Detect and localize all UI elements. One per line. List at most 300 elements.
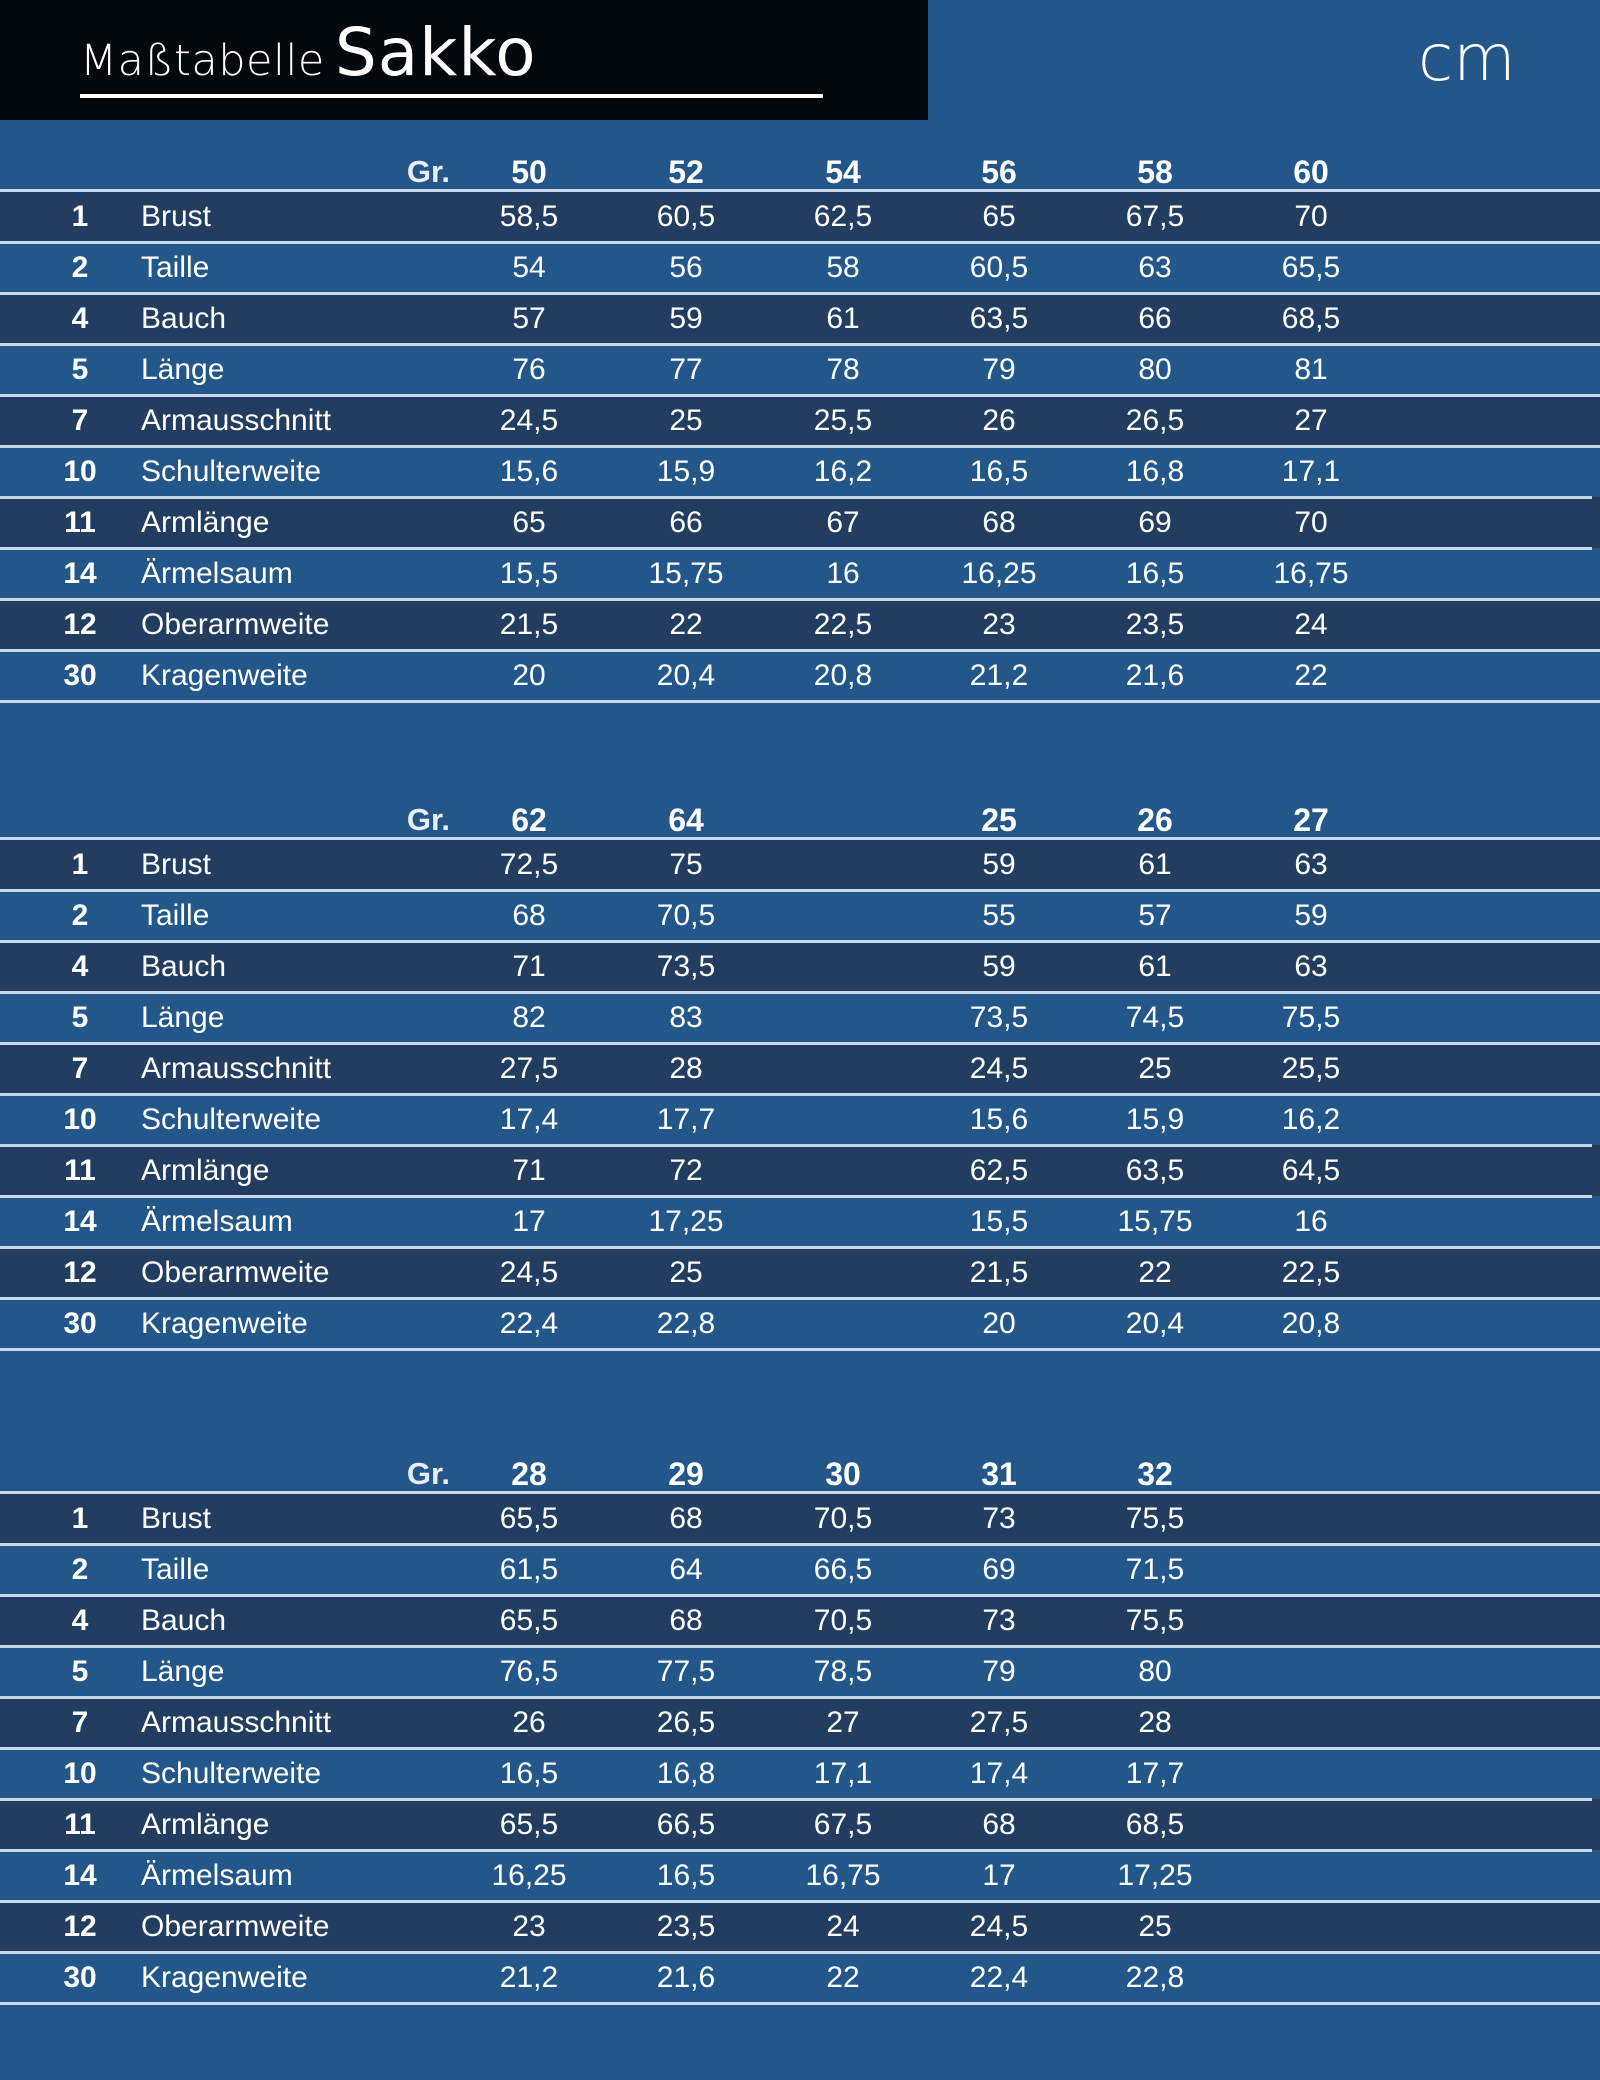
measure-value: 16,5 — [499, 1756, 559, 1790]
row-divider — [0, 700, 1600, 703]
measure-value: 20,4 — [656, 658, 716, 692]
size-header: 26 — [1137, 801, 1173, 838]
measure-label: Kragenweite — [141, 658, 308, 692]
measure-value: 24,5 — [969, 1051, 1029, 1085]
measure-value: 75,5 — [1125, 1603, 1185, 1637]
table-row — [0, 497, 1600, 548]
measure-number: 7 — [71, 403, 89, 437]
row-divider — [0, 1093, 1600, 1096]
measure-number: 4 — [71, 949, 89, 983]
measure-number: 12 — [63, 1255, 97, 1289]
title-main: Sakko — [334, 14, 537, 91]
size-table-1 — [0, 133, 1600, 701]
measure-value: 28 — [669, 1051, 703, 1085]
measure-value: 60,5 — [969, 250, 1029, 284]
size-header: 62 — [511, 801, 547, 838]
measure-value: 82 — [512, 1000, 546, 1034]
measure-label: Oberarmweite — [141, 607, 330, 641]
measure-value: 27 — [826, 1705, 860, 1739]
measure-value: 22,4 — [499, 1306, 559, 1340]
measure-value: 64,5 — [1281, 1153, 1341, 1187]
measure-value: 65 — [512, 505, 546, 539]
unit-label: cm — [1418, 22, 1516, 96]
size-header: 50 — [511, 153, 547, 190]
measure-value: 16 — [826, 556, 860, 590]
measure-value: 16,2 — [813, 454, 873, 488]
measure-value: 24 — [1294, 607, 1328, 641]
size-header: 52 — [668, 153, 704, 190]
measure-value: 22 — [669, 607, 703, 641]
header-divider — [0, 189, 1600, 192]
measure-value: 63 — [1138, 250, 1172, 284]
measure-label: Schulterweite — [141, 454, 322, 488]
measure-value: 20,4 — [1125, 1306, 1185, 1340]
measure-value: 16,25 — [961, 556, 1037, 590]
measure-value: 15,5 — [499, 556, 559, 590]
size-header: 64 — [668, 801, 704, 838]
measure-label: Schulterweite — [141, 1102, 322, 1136]
measure-value: 67 — [826, 505, 860, 539]
measure-value: 56 — [669, 250, 703, 284]
row-divider — [0, 1348, 1600, 1351]
measure-value: 15,6 — [499, 454, 559, 488]
size-header: 54 — [825, 153, 861, 190]
measure-number: 30 — [63, 1960, 97, 1994]
measure-value: 17,7 — [656, 1102, 716, 1136]
table-row — [0, 1196, 1600, 1247]
table-row — [0, 1043, 1600, 1094]
row-divider — [0, 991, 1600, 994]
measure-value: 67,5 — [1125, 199, 1185, 233]
measure-value: 17,25 — [648, 1204, 724, 1238]
row-divider — [0, 1747, 1600, 1750]
measure-value: 17,4 — [969, 1756, 1029, 1790]
row-divider — [0, 1951, 1600, 1954]
measure-label: Länge — [141, 1000, 225, 1034]
table-row — [0, 1646, 1600, 1697]
size-header: 58 — [1137, 153, 1173, 190]
measure-value: 16,5 — [1125, 556, 1185, 590]
measure-value: 16,8 — [656, 1756, 716, 1790]
measure-value: 75,5 — [1125, 1501, 1185, 1535]
measure-label: Armausschnitt — [141, 1051, 332, 1085]
row-divider — [0, 1900, 1600, 1903]
measure-value: 21,5 — [499, 607, 559, 641]
measure-number: 7 — [71, 1051, 89, 1085]
size-table-2 — [0, 781, 1600, 1349]
measure-value: 78 — [826, 352, 860, 386]
measure-value: 20 — [512, 658, 546, 692]
measure-value: 65,5 — [1281, 250, 1341, 284]
measure-value: 16,5 — [969, 454, 1029, 488]
measure-label: Bauch — [141, 949, 227, 983]
measure-value: 70 — [1294, 199, 1328, 233]
measure-value: 76 — [512, 352, 546, 386]
measure-value: 70,5 — [813, 1603, 873, 1637]
measure-value: 20,8 — [813, 658, 873, 692]
table-row — [0, 1697, 1600, 1748]
row-divider — [0, 241, 1600, 244]
measure-value: 58,5 — [499, 199, 559, 233]
measure-number: 5 — [71, 1000, 89, 1034]
table-row — [0, 599, 1600, 650]
table-row — [0, 446, 1600, 497]
measure-value: 63,5 — [1125, 1153, 1185, 1187]
measure-number: 1 — [71, 847, 89, 881]
measure-number: 10 — [63, 454, 97, 488]
size-header: 30 — [825, 1455, 861, 1492]
measure-value: 15,5 — [969, 1204, 1029, 1238]
measure-value: 22,8 — [1125, 1960, 1185, 1994]
measure-value: 65,5 — [499, 1501, 559, 1535]
measure-value: 68 — [982, 505, 1016, 539]
measure-value: 65,5 — [499, 1603, 559, 1637]
table-row — [0, 344, 1600, 395]
measure-number: 2 — [71, 898, 89, 932]
measure-value: 66 — [1138, 301, 1172, 335]
measure-number: 10 — [63, 1102, 97, 1136]
size-table-3 — [0, 1435, 1600, 2003]
measure-value: 21,2 — [969, 658, 1029, 692]
measure-number: 11 — [64, 1807, 96, 1841]
measure-value: 65,5 — [499, 1807, 559, 1841]
measure-value: 15,75 — [1117, 1204, 1193, 1238]
measure-value: 79 — [982, 352, 1016, 386]
measure-value: 76,5 — [499, 1654, 559, 1688]
size-label: Gr. — [406, 154, 450, 189]
header-divider — [0, 1491, 1600, 1494]
measure-label: Armausschnitt — [141, 403, 332, 437]
measure-value: 75,5 — [1281, 1000, 1341, 1034]
measure-value: 62,5 — [969, 1153, 1029, 1187]
measure-value: 70,5 — [813, 1501, 873, 1535]
measure-label: Ärmelsaum — [141, 556, 293, 590]
measure-value: 25 — [669, 403, 703, 437]
measure-value: 27 — [1294, 403, 1328, 437]
measure-value: 79 — [982, 1654, 1016, 1688]
measure-value: 15,9 — [656, 454, 716, 488]
row-divider — [0, 1297, 1600, 1300]
measure-label: Ärmelsaum — [141, 1858, 293, 1892]
measure-value: 66 — [669, 505, 703, 539]
measure-value: 78,5 — [813, 1654, 873, 1688]
row-divider — [0, 649, 1600, 652]
measure-label: Länge — [141, 1654, 225, 1688]
title-prefix: Maßtabelle — [80, 36, 325, 86]
measure-value: 15,75 — [648, 556, 724, 590]
measure-value: 22 — [1138, 1255, 1172, 1289]
measure-value: 26,5 — [656, 1705, 716, 1739]
measure-number: 11 — [64, 505, 96, 539]
row-divider — [0, 1594, 1600, 1597]
measure-label: Armlänge — [141, 505, 270, 539]
size-label: Gr. — [406, 1456, 450, 1491]
measure-value: 77 — [669, 352, 703, 386]
measure-value: 57 — [512, 301, 546, 335]
measure-value: 72,5 — [499, 847, 559, 881]
measure-number: 30 — [63, 658, 97, 692]
measure-value: 68 — [669, 1603, 703, 1637]
measure-value: 22,8 — [656, 1306, 716, 1340]
measure-label: Armlänge — [141, 1153, 270, 1187]
size-header: 29 — [668, 1455, 704, 1492]
measure-value: 70,5 — [656, 898, 716, 932]
measure-value: 62,5 — [813, 199, 873, 233]
title-underline — [80, 94, 823, 98]
measure-value: 68,5 — [1281, 301, 1341, 335]
measure-value: 61 — [826, 301, 860, 335]
measure-label: Kragenweite — [141, 1306, 308, 1340]
measure-label: Ärmelsaum — [141, 1204, 293, 1238]
table-row — [0, 1850, 1600, 1901]
row-divider — [0, 940, 1600, 943]
measure-value: 25,5 — [813, 403, 873, 437]
measure-value: 21,6 — [656, 1960, 716, 1994]
measure-label: Brust — [141, 847, 212, 881]
measure-value: 60,5 — [656, 199, 716, 233]
measure-value: 23 — [982, 607, 1016, 641]
measure-value: 21,2 — [499, 1960, 559, 1994]
measure-label: Armlänge — [141, 1807, 270, 1841]
measure-value: 16,75 — [1273, 556, 1349, 590]
measure-number: 1 — [71, 199, 89, 233]
measure-value: 64 — [669, 1552, 703, 1586]
size-header-row — [0, 781, 1600, 839]
measure-value: 68 — [982, 1807, 1016, 1841]
measure-label: Taille — [141, 1552, 210, 1586]
row-divider — [0, 496, 1592, 499]
table-row — [0, 242, 1600, 293]
measure-number: 30 — [63, 1306, 97, 1340]
table-row — [0, 1145, 1600, 1196]
table-row — [0, 1298, 1600, 1349]
measure-value: 20,8 — [1281, 1306, 1341, 1340]
measure-label: Schulterweite — [141, 1756, 322, 1790]
measure-value: 16,25 — [491, 1858, 567, 1892]
row-divider — [0, 292, 1600, 295]
measure-value: 26 — [512, 1705, 546, 1739]
measure-value: 23 — [512, 1909, 546, 1943]
measure-value: 73 — [982, 1603, 1016, 1637]
measure-value: 57 — [1138, 898, 1172, 932]
table-row — [0, 1901, 1600, 1952]
measure-value: 22,4 — [969, 1960, 1029, 1994]
measure-value: 61 — [1138, 847, 1172, 881]
measure-value: 81 — [1294, 352, 1328, 386]
measure-value: 73,5 — [969, 1000, 1029, 1034]
table-row — [0, 839, 1600, 890]
row-divider — [0, 547, 1592, 550]
measure-value: 55 — [982, 898, 1016, 932]
measure-value: 80 — [1138, 1654, 1172, 1688]
measure-value: 83 — [669, 1000, 703, 1034]
measure-value: 69 — [982, 1552, 1016, 1586]
measure-number: 4 — [71, 1603, 89, 1637]
measure-value: 68 — [669, 1501, 703, 1535]
header-divider — [0, 837, 1600, 840]
measure-number: 2 — [71, 250, 89, 284]
measure-number: 12 — [63, 1909, 97, 1943]
measure-label: Taille — [141, 250, 210, 284]
measure-value: 66,5 — [656, 1807, 716, 1841]
measure-value: 73 — [982, 1501, 1016, 1535]
measure-label: Oberarmweite — [141, 1255, 330, 1289]
measure-value: 61,5 — [499, 1552, 559, 1586]
measure-value: 24,5 — [499, 1255, 559, 1289]
measure-value: 61 — [1138, 949, 1172, 983]
table-row — [0, 1748, 1600, 1799]
measure-value: 26,5 — [1125, 403, 1185, 437]
measure-label: Taille — [141, 898, 210, 932]
measure-value: 23,5 — [1125, 607, 1185, 641]
measure-value: 59 — [982, 949, 1016, 983]
measure-label: Bauch — [141, 1603, 227, 1637]
row-divider — [0, 1798, 1592, 1801]
measure-value: 63 — [1294, 949, 1328, 983]
measure-value: 58 — [826, 250, 860, 284]
measure-number: 14 — [63, 1204, 97, 1238]
measure-value: 26 — [982, 403, 1016, 437]
measure-value: 17 — [512, 1204, 546, 1238]
row-divider — [0, 2002, 1600, 2005]
measure-number: 2 — [71, 1552, 89, 1586]
measure-value: 28 — [1138, 1705, 1172, 1739]
size-header: 27 — [1293, 801, 1329, 838]
measure-value: 59 — [982, 847, 1016, 881]
measure-value: 15,6 — [969, 1102, 1029, 1136]
measure-value: 72 — [669, 1153, 703, 1187]
measure-value: 22 — [826, 1960, 860, 1994]
measure-value: 20 — [982, 1306, 1016, 1340]
table-row — [0, 890, 1600, 941]
measure-label: Armausschnitt — [141, 1705, 332, 1739]
size-header: 56 — [981, 153, 1017, 190]
size-header: 31 — [981, 1455, 1017, 1492]
row-divider — [0, 1543, 1600, 1546]
measure-value: 24,5 — [499, 403, 559, 437]
table-row — [0, 1595, 1600, 1646]
measure-value: 71 — [512, 1153, 546, 1187]
measure-number: 7 — [71, 1705, 89, 1739]
table-row — [0, 395, 1600, 446]
measure-value: 25 — [1138, 1051, 1172, 1085]
header-box — [0, 0, 928, 120]
measure-value: 77,5 — [656, 1654, 716, 1688]
measure-value: 80 — [1138, 352, 1172, 386]
row-divider — [0, 1042, 1600, 1045]
measure-value: 17 — [982, 1858, 1016, 1892]
measure-value: 16 — [1294, 1204, 1328, 1238]
measure-value: 71,5 — [1125, 1552, 1185, 1586]
measure-label: Bauch — [141, 301, 227, 335]
measure-value: 75 — [669, 847, 703, 881]
measure-value: 63,5 — [969, 301, 1029, 335]
measure-value: 65 — [982, 199, 1016, 233]
measure-value: 16,8 — [1125, 454, 1185, 488]
row-divider — [0, 1645, 1600, 1648]
measure-value: 22,5 — [1281, 1255, 1341, 1289]
measure-value: 16,75 — [805, 1858, 881, 1892]
row-divider — [0, 394, 1600, 397]
measure-value: 54 — [512, 250, 546, 284]
table-row — [0, 1952, 1600, 2003]
measure-value: 25 — [669, 1255, 703, 1289]
measure-value: 73,5 — [656, 949, 716, 983]
measure-value: 24,5 — [969, 1909, 1029, 1943]
row-divider — [0, 1195, 1592, 1198]
measure-value: 25 — [1138, 1909, 1172, 1943]
size-header: 25 — [981, 801, 1017, 838]
measure-value: 71 — [512, 949, 546, 983]
measure-number: 14 — [63, 556, 97, 590]
measure-value: 17,1 — [1281, 454, 1341, 488]
page-title — [80, 14, 537, 91]
measure-number: 4 — [71, 301, 89, 335]
row-divider — [0, 1246, 1600, 1249]
row-divider — [0, 1849, 1592, 1852]
table-row — [0, 941, 1600, 992]
measure-value: 69 — [1138, 505, 1172, 539]
table-row — [0, 293, 1600, 344]
measure-number: 12 — [63, 607, 97, 641]
measure-value: 68,5 — [1125, 1807, 1185, 1841]
table-row — [0, 1094, 1600, 1145]
measure-label: Kragenweite — [141, 1960, 308, 1994]
table-row — [0, 992, 1600, 1043]
measure-label: Brust — [141, 199, 212, 233]
measure-value: 22 — [1294, 658, 1328, 692]
measure-value: 17,1 — [813, 1756, 873, 1790]
measure-value: 68 — [512, 898, 546, 932]
measure-value: 17,25 — [1117, 1858, 1193, 1892]
measure-number: 11 — [64, 1153, 96, 1187]
size-header: 60 — [1293, 153, 1329, 190]
size-label: Gr. — [406, 802, 450, 837]
measure-value: 16,2 — [1281, 1102, 1341, 1136]
measure-number: 1 — [71, 1501, 89, 1535]
measure-value: 66,5 — [813, 1552, 873, 1586]
row-divider — [0, 445, 1600, 448]
measure-value: 59 — [669, 301, 703, 335]
table-row — [0, 1544, 1600, 1595]
measure-value: 16,5 — [656, 1858, 716, 1892]
measure-value: 63 — [1294, 847, 1328, 881]
table-row — [0, 191, 1600, 242]
measure-value: 25,5 — [1281, 1051, 1341, 1085]
table-row — [0, 650, 1600, 701]
measure-value: 24 — [826, 1909, 860, 1943]
measure-value: 70 — [1294, 505, 1328, 539]
row-divider — [0, 889, 1600, 892]
measure-value: 23,5 — [656, 1909, 716, 1943]
measure-value: 21,5 — [969, 1255, 1029, 1289]
measure-value: 27,5 — [969, 1705, 1029, 1739]
size-header-row — [0, 133, 1600, 191]
measure-number: 5 — [71, 352, 89, 386]
measure-label: Oberarmweite — [141, 1909, 330, 1943]
measure-value: 59 — [1294, 898, 1328, 932]
size-header: 28 — [511, 1455, 547, 1492]
measure-value: 17,7 — [1125, 1756, 1185, 1790]
measure-value: 22,5 — [813, 607, 873, 641]
measure-number: 10 — [63, 1756, 97, 1790]
measure-number: 5 — [71, 1654, 89, 1688]
row-divider — [0, 1144, 1592, 1147]
measure-value: 15,9 — [1125, 1102, 1185, 1136]
measure-value: 74,5 — [1125, 1000, 1185, 1034]
row-divider — [0, 343, 1600, 346]
row-divider — [0, 1696, 1600, 1699]
